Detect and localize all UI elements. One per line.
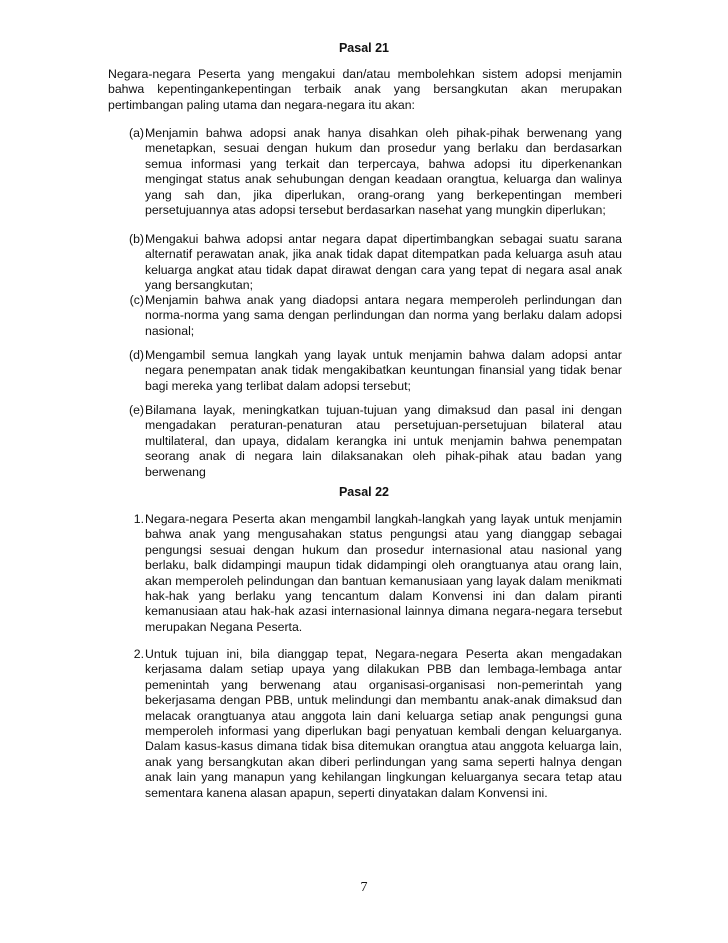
item-marker: (e)	[128, 403, 144, 417]
item-text: Menjamin bahwa adopsi anak hanya disahkan oleh pihak-pihak berwenang yang menetapkan, sesuai dengan hukum dan prosedur yang berlaku dan berdasarkan semua informasi yang terkait dan terpercaya, bahwa adopsi itu diperkenankan mengingat status anak sehubungan dengan keadaan orangtua, keluarga dan walinya yang sah dan, jika diperlukan, orang-orang yang berkepentingan memberi persetujuannya atas adopsi tersebut berdasarkan nasehat yang mungkin diperlukan;	[145, 126, 622, 218]
item-text: Untuk tujuan ini, bila dianggap tepat, Negara-negara Peserta akan mengadakan kerjasama dalam setiap upaya yang dilakukan PBB dan lembaga-lembaga antar pemenintah yang berwenang atau organisasi-organisasi non-pemerintah yang bekerjasama dengan PBB, untuk melindungi dan membantu anak-anak dimaksud dan melacak orangtuanya atau anggota lain dani keluarga setiap anak pengungsi guna memperoleh informasi yang diperlukan bagi penyatuan kembali dengan keluarganya. Dalam kasus-kasus dimana tidak bisa ditemukan orangtua atau anggota keluarga lain, anak yang bersangkutan akan diberi perlindungan yang sama seperti halnya dengan anak lain yang manapun yang kehilangan lingkungan keluarganya secara tetap atau sementara kanena alasan apapun, seperti dinyatakan dalam Konvensi ini.	[145, 647, 622, 800]
article-22-title: Pasal 22	[338, 485, 390, 499]
item-marker: (a)	[128, 126, 144, 140]
article-22-item-1	[108, 512, 622, 635]
item-marker: 2.	[133, 647, 144, 661]
item-text: Mengakui bahwa adopsi antar negara dapat dipertimbangkan sebagai suatu sarana alternatif perawatan anak, jika anak tidak dapat ditempatkan pada keluarga asuh atau keluarga angkat atau tidak dapat dirawat dengan cara yang tepat di negara asal anak yang bersangkutan;	[145, 232, 622, 293]
item-marker: (c)	[129, 293, 144, 307]
article-21-item-b	[108, 232, 622, 294]
item-marker: (b)	[128, 232, 144, 246]
article-21-title: Pasal 21	[338, 41, 390, 55]
item-text: Bilamana layak, meningkatkan tujuan-tujuan yang dimaksud dan pasal ini dengan mengadakan peraturan-penaturan atau persetujuan-persetujuan bilateral atau multilateral, dan upaya, didalam kerangka ini untuk menjamin bahwa penempatan seorang anak di negara lain dilaksanakan oleh pihak-pihak atau badan yang berwenang	[145, 403, 622, 479]
article-21-intro: Negara-negara Peserta yang mengakui dan/atau membolehkan sistem adopsi menjamin bahwa kepentingankepentingan terbaik anak yang bersangkutan akan merupakan pertimbangan paling utama dan negara-negara itu akan:	[108, 67, 622, 112]
article-21-item-d	[108, 348, 622, 394]
page-number: 7	[360, 880, 368, 895]
item-marker: 1.	[133, 512, 144, 526]
item-text: Menjamin bahwa anak yang diadopsi antara negara memperoleh perlindungan dan norma-norma yang sama dengan perlindungan dan norma yang berlaku dalam adopsi nasional;	[145, 293, 622, 338]
item-text: Mengambil semua langkah yang layak untuk menjamin bahwa dalam adopsi antar negara penempatan anak tidak mengakibatkan keuntungan finansial yang tidak benar bagi mereka yang terlibat dalam adopsi tersebut;	[145, 348, 622, 393]
item-text: Negara-negara Peserta akan mengambil langkah-langkah yang layak untuk menjamin bahwa anak yang mengusahakan status pengungsi atau yang dianggap sebagai pengungsi sesuai dengan hukum dan prosedur internasional atau nasional yang berlaku, balk didampingi maupun tidak didampingi oleh orangtuanya atau orang lain, akan memperoleh pelindungan dan bantuan kemanusiaan yang layak dalam menikmati hak-hak yang berlaku yang tencantum dalam Konvensi ini dan dalam piranti kemanusiaan atau hak-hak azasi internasional lainnya dimana negara-negara tersebut merupakan Negana Peserta.	[145, 512, 622, 634]
article-21-item-e	[108, 403, 622, 480]
article-22-item-2	[108, 647, 622, 801]
item-marker: (d)	[128, 348, 144, 362]
article-21-item-c	[108, 293, 622, 339]
article-21-item-a	[108, 126, 622, 218]
